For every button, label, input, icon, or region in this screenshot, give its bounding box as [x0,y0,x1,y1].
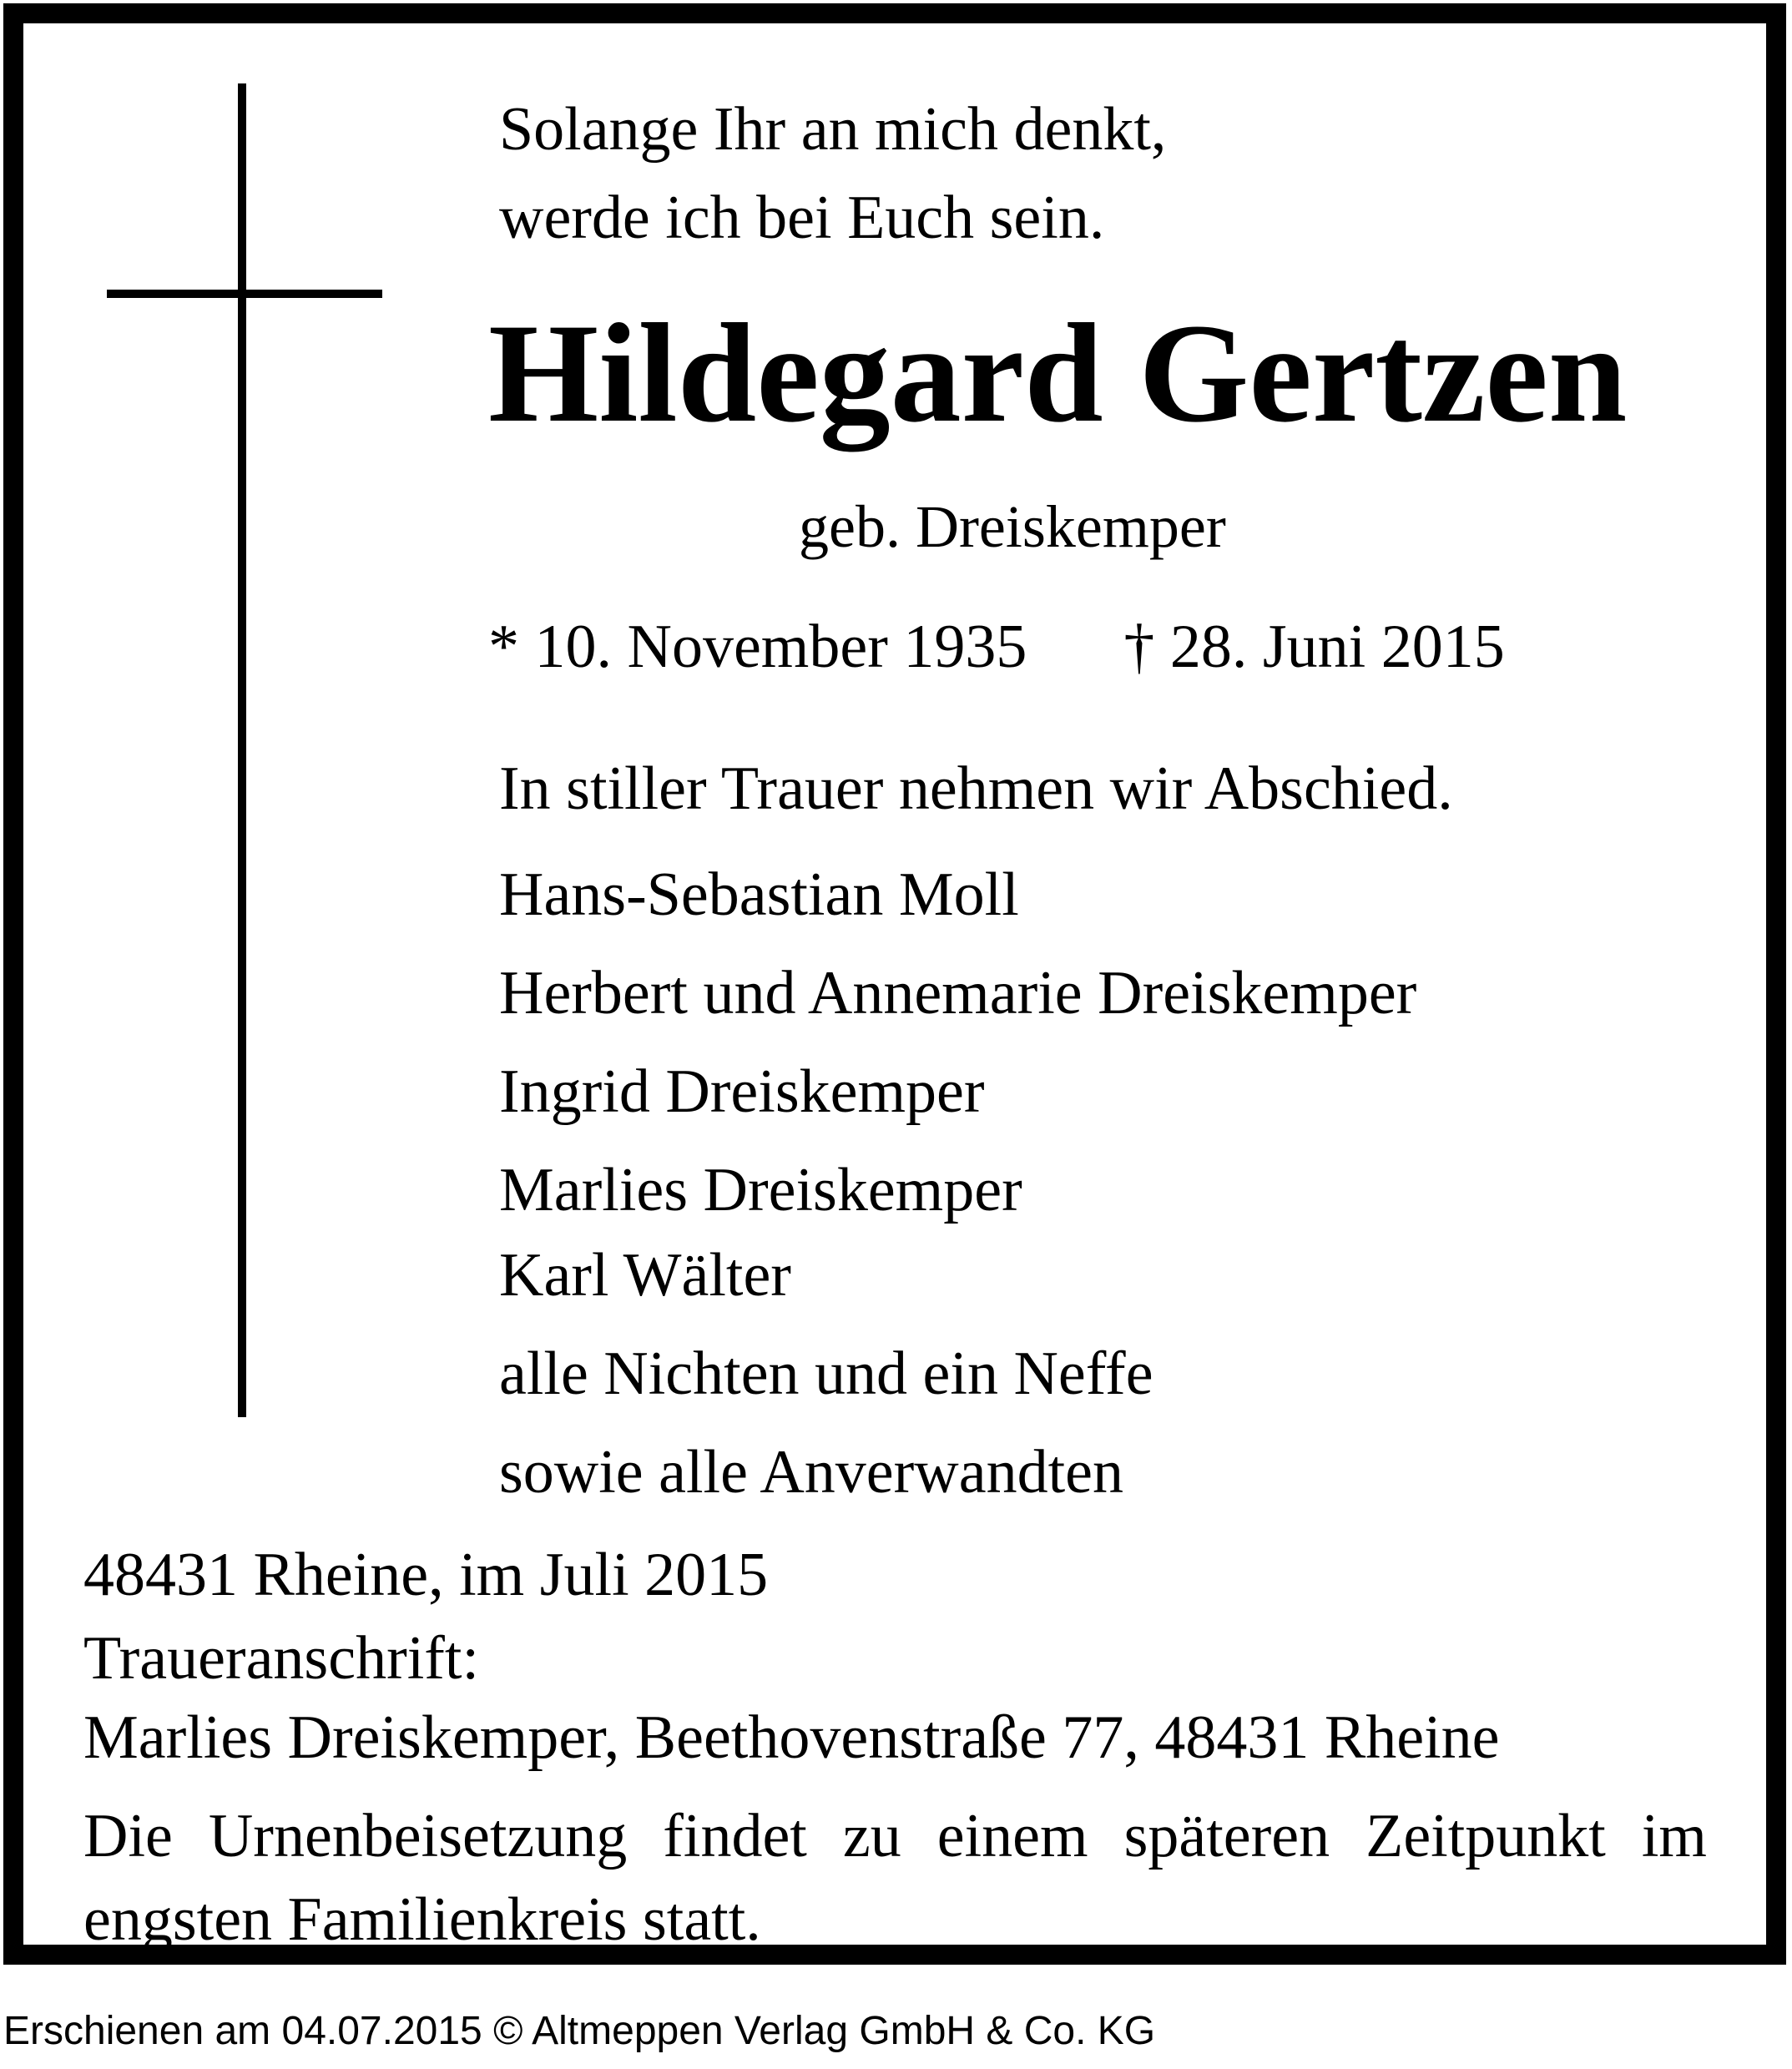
publication-footer: Erschienen am 04.07.2015 © Altmeppen Verlag GmbH & Co. KG [3,2009,1156,2053]
mourner: sowie alle Anverwandten [499,1438,1123,1506]
mourner: Herbert und Annemarie Dreiskemper [499,959,1417,1027]
life-dates [488,613,1505,681]
mourner: Ingrid Dreiskemper [499,1057,985,1126]
mourner: Marlies Dreiskemper [499,1156,1022,1224]
address-label: Traueranschrift: [83,1624,480,1693]
birth-date: * 10. November 1935 [488,613,1027,681]
birth-name: geb. Dreiskemper [799,493,1226,560]
cross-icon-horizontal-bar [107,290,382,298]
mourner: Hans-Sebastian Moll [499,860,1019,929]
place-date: 48431 Rheine, im Juli 2015 [83,1541,769,1609]
mourner: Karl Wälter [499,1241,791,1310]
motto-quote: Solange Ihr an mich denkt, werde ich bei Euch sein. [499,95,1167,252]
death-date: † 28. Juni 2015 [1123,613,1505,681]
deceased-name: Hildegard Gertzen [488,295,1628,452]
cross-icon-vertical-bar [238,83,246,1417]
burial-note: Die Urnenbeisetzung findet zu einem späteren Zeitpunkt im engsten Familienkreis statt. [83,1802,1707,1954]
mourner: alle Nichten und ein Neffe [499,1340,1153,1408]
mourning-address: Marlies Dreiskemper, Beethovenstraße 77, 48431 Rheine [83,1703,1500,1772]
mourners-list [499,860,1417,1506]
farewell-line: In stiller Trauer nehmen wir Abschied. [499,754,1453,823]
